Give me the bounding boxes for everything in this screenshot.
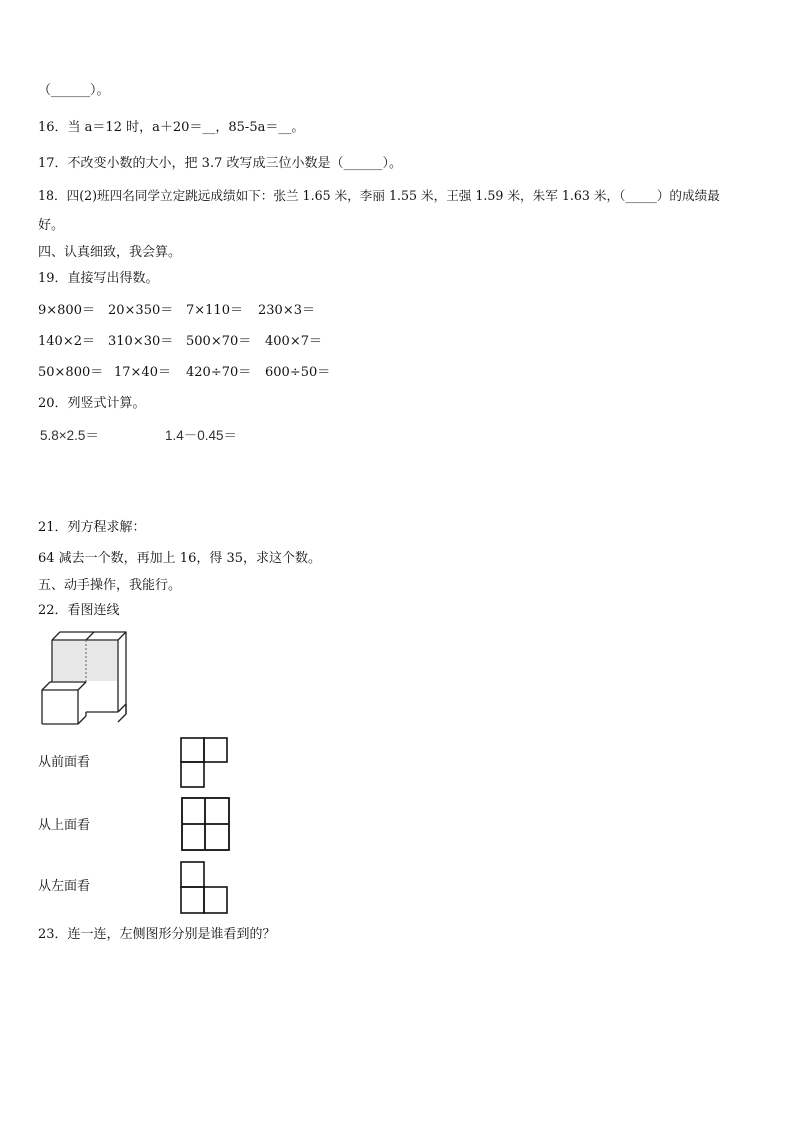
- view-shape-2: [181, 797, 231, 852]
- section4-heading: 四、认真细致，我会算。: [38, 245, 182, 260]
- view-label-top: 从上面看: [38, 818, 91, 833]
- calc-item: 20×350＝: [108, 303, 174, 318]
- calc-item: 310×30＝: [108, 334, 174, 349]
- q15-tail: （______）。: [38, 83, 110, 98]
- q17: 17．不改变小数的大小，把 3.7 改写成三位小数是（______）。: [38, 156, 402, 171]
- view-shape-1: [180, 737, 230, 789]
- calc-item: 7×110＝: [186, 303, 243, 318]
- view-shape-3: [180, 861, 230, 915]
- calc-item: 50×800＝: [38, 365, 104, 380]
- view-label-front: 从前面看: [38, 755, 91, 770]
- calc-item: 500×70＝: [186, 334, 252, 349]
- calc-item: 9×800＝: [38, 303, 95, 318]
- q21: 21．列方程求解：: [38, 520, 146, 535]
- calc-item: 600÷50＝: [265, 365, 331, 380]
- cube-figure: [38, 630, 132, 728]
- calc-item: 420÷70＝: [186, 365, 252, 380]
- q18-line1: 18．四(2)班四名同学立定跳远成绩如下：张兰 1.65 米，李丽 1.55 米，王强 1.59 米，朱军 1.63 米，（_____）的成绩最: [38, 188, 720, 203]
- q19: 19．直接写出得数。: [38, 271, 159, 286]
- section5-heading: 五、动手操作，我能行。: [38, 578, 182, 593]
- q23: 23．连一连，左侧图形分别是谁看到的？: [38, 927, 276, 942]
- q20-item-2: 1.4－0.45＝: [165, 428, 238, 443]
- calc-item: 230×3＝: [258, 303, 315, 318]
- q16: 16．当 a＝12 时，a＋20＝__，85-5a＝__。: [38, 120, 305, 135]
- q20-item-1: 5.8×2.5＝: [40, 428, 99, 443]
- view-label-left: 从左面看: [38, 879, 91, 894]
- calc-item: 400×7＝: [265, 334, 322, 349]
- q18-line2: 好。: [38, 218, 65, 233]
- q21-text: 64 减去一个数，再加上 16，得 35，求这个数。: [38, 551, 322, 566]
- calc-item: 140×2＝: [38, 334, 95, 349]
- q20: 20．列竖式计算。: [38, 396, 146, 411]
- q22: 22．看图连线: [38, 603, 120, 618]
- calc-item: 17×40＝: [114, 365, 171, 380]
